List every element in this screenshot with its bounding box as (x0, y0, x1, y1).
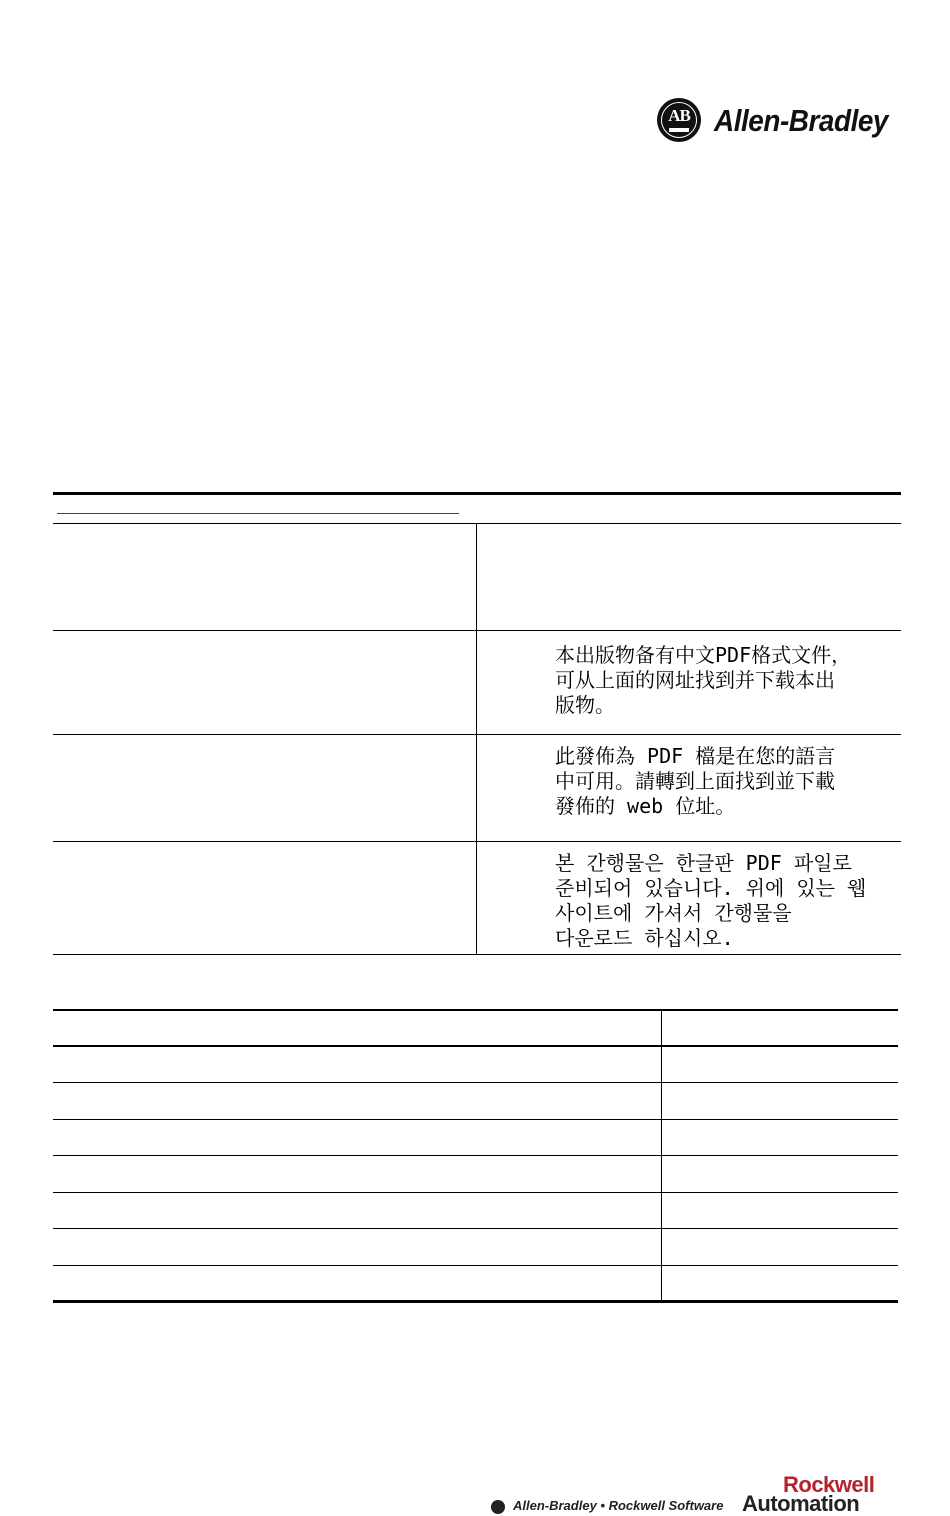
lower-table-column-divider (661, 1010, 662, 1302)
table-row-divider (53, 523, 901, 524)
lower-table-row-divider (53, 1155, 898, 1156)
logo-badge-text: AB (668, 106, 690, 125)
lower-table-row-divider (53, 1082, 898, 1083)
lower-table-row-divider (53, 1228, 898, 1229)
lower-table-bottom-rule (53, 1300, 898, 1303)
logo-badge-bar (669, 128, 689, 132)
lower-table-row-divider (53, 1119, 898, 1120)
lower-table-row-divider (53, 1192, 898, 1193)
top-thick-rule (53, 492, 901, 495)
lower-table-top-rule (53, 1009, 898, 1011)
brand-name: Allen-Bradley (714, 103, 889, 138)
lower-table-row-divider (53, 1265, 898, 1266)
notice-traditional-chinese: 此發佈為 PDF 檔是在您的語言 中可用。請轉到上面找到並下載 發佈的 web 位址。 (555, 744, 836, 818)
footer-brands-line: Allen-Bradley • Rockwell Software (513, 1498, 724, 1513)
allen-bradley-logo-badge (657, 98, 701, 142)
rockwell-logo-line2: Automation (742, 1491, 860, 1516)
footer-ab-badge-icon (491, 1500, 505, 1514)
lower-table-header-rule (53, 1045, 898, 1047)
table-row-divider (53, 954, 901, 955)
notice-korean: 본 간행물은 한글판 PDF 파일로 준비되어 있습니다. 위에 있는 웹 사이트에 가셔서 간행물을 다운로드 하십시오. (555, 851, 867, 950)
table-row-divider (53, 734, 901, 735)
table-row-divider (53, 841, 901, 842)
notice-simplified-chinese: 本出版物备有中文PDF格式文件， 可从上面的网址找到并下载本出 版物。 (555, 643, 852, 717)
rockwell-logo-line1: Rockwell (783, 1472, 875, 1497)
table-row-divider (53, 630, 901, 631)
hyperlink-underline[interactable] (57, 513, 459, 514)
table-column-divider (476, 523, 477, 955)
